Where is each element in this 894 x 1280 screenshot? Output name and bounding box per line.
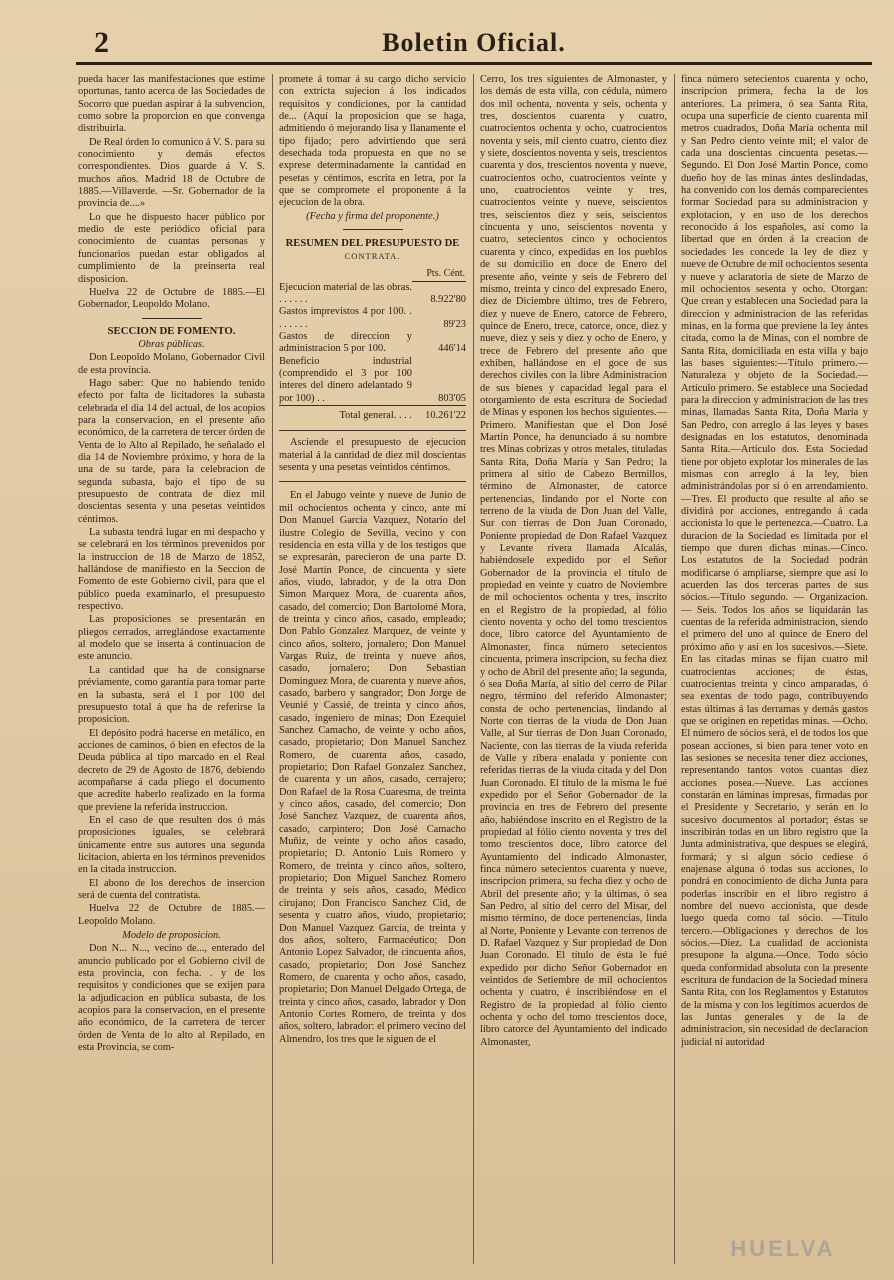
page-number: 2 bbox=[94, 26, 109, 59]
paragraph: finca número setecientos cuarenta y ocho, inscripcion primera, fecha la de los anteriores. La primera, ó sea Santa Rita, ocupa una superficie de ciento cuarenta mil metros cuadrados, Doña María ochenta mil y San Pedro ciento veinte mil; el valor de cada una doscientas cincuenta pesetas.—Segundo. El Don José Martin Ponce, como dueño hoy de las minas ántes deslindadas, ha convenido con los demás comparecientes formar Sociedad para su administracion y explotacion, y en uso de los derechos reconocido á los españoles, así como la libertad que en órden á la creacion de sociedades les concede la ley de diez y nueve de Octubre de mil ochocientos sesenta y nueve y aclaratoria de siete de Marzo de mil ochocientos sesenta y ocho. Otorgan: Que crean y establecen una Sociedad para la direccion y administracion de las referidas minas, en la forma que previene la ley ántes citada, como la de Minas, con el nombre de Santa Rita, domiciliada en esta villa y bajo las bases siguientes:—Título primero.—Naturaleza y objeto de la Sociedad.—Artículo primero. Se establece una Sociedad para la direccion y administracion de las tres minas, llamadas Santa Rita, Doña María y San Pedro, con arreglo á las leyes y bases designadas en los estatutos, denominada Santa Rita.—Artículo dos. Esta Sociedad tiene por objeto explotar los minerales de las mismas con arreglo á la ley, bien administrándolas por sí ó en arrendamiento. —Tres. El producto que resulte al año se dividirá por acciones, entregando á cada accionista lo que le pertenezca.—Cuatro. La duracion de la Sociedad es limitada por el tiempo que duren dichas minas.—Cinco. Los estatutos de la Sociedad podrán modificarse ó ampliarse, siempre que así lo acuerden las dos terceras partes de sus sócios.—Título segundo. — Organizacion. — Seis. Todos los años se liquidarán las cuentas de la referida administracion, siendo el primero del uno al quince de Enero del próximo año y así en los sucesivos.—Siete. En las citadas minas se fijan cuatro mil cuatrocientas acciones; de éstas, cuatrocientas treinta y cinco amparadas, ó sea exentas de todo pago, contribuyendo estas últimas á las derramas y demás gastos que se originen en repetidas minas. —Ocho. El número de sócios será, el de todos los que posean acciones, si bien para tener voto en las sesiones se necesita tener diez acciones, representando tantos votos cuantas diez acciones posea.—Nueve. Las acciones constarán en láminas impresas, firmadas por el Presidente y Secretario, y serán en lo sucesivo documentos al portador; éstas se inscribirán todas en un libro registro que la Junta administrativa, que despues se elegirá, formará; y si algun sócio cediese ó enajenase alguna ó todas sus acciones, lo pondrá en conocimiento de dicha Junta para poderlas inscribir en el libro registro á nombre del nuevo accionista, que desde luego queda como tal sócio. —Título tercero.—Obligaciones y derechos de los sócios.—Diez. La cualidad de accionista presupone la alguna.—Once. Todo sócio queda conformidad absoluta con la presente escritura de fundacion de la Sociedad minera Santa Rita, con los Reglamentos y Estatutos de la misma y con los legítimos acuerdos de las Juntas generales y de la de administracion, sin necesidad de declaracion judicial ni autoridad bbox=[681, 74, 868, 1048]
paragraph: promete á tomar á su cargo dicho servicio con extricta sujecion á los indicados requisitos y condiciones, por la cantidad de... (Aquí la proposicion que se haga, admitiendo ó mejorando lisa y llanamente el tipo fijado; pero advirtiendo que será desechada toda propuesta en que no se exprese determinadamente la cantidad en pesetas y céntimos, escrita en letra, por la que se compromete el proponente á la ejecucion de la obra. bbox=[279, 74, 466, 209]
subheading: Obras públicas. bbox=[138, 338, 205, 350]
header-rule bbox=[76, 62, 872, 65]
paragraph: Don N... N..., vecino de..., enterado del anuncio publicado por el Gobierno civil de esta provincia, con fecha. . y de los requisitos y condiciones que se exijen para la adjudicacion en pública subasta, de los acopios para la conservacion, en el presente año económico, de la carretera de tercer órden de Venta de lo alto al Repilado, en esta Provincia, se com- bbox=[78, 943, 265, 1054]
table-row bbox=[279, 406, 466, 423]
row-label: Gastos de direccion y administracion 5 por 100. bbox=[279, 331, 412, 355]
column-4 bbox=[681, 74, 868, 1264]
paragraph: Cerro, los tres siguientes de Almonaster, y los demás de esta villa, con cédula, número dos mil ochenta, noventa y seis, ochenta y tres, doscientos cuarenta y cuatro, cuatrocientos ochenta y ocho, cuatrocientos noventa y seis, mil ciento cuatro, ciento diez y siete, doscientos noventa y seis, trescientos cuarenta y dos, trescientos noventa y nueve, cuatrocientos ocho, cuatrocientos veinte y uno, cuatrocientos veinte y tres, cuatrocientos veinte y nueve, seiscientos tres, seiscientos diez y seis, seiscientos cincuenta y uno, seiscientos noventa y cuatro, setecientos cinco y ochocientos cuarenta y cinco, expedidas en los pueblos de su domicilio en doce de Enero del presente año, veinte y seis de Febrero del mismo, treinta y cinco del expresado Enero, diez de Diciembre último, tres de Febrero, diez y nueve de Enero, catorce de Febrero, quince de Enero, trece, catorce, once, diez y nueve, diez y seis y diez y ocho de Enero, y trece de Febrero del presente año que exhiben, hallándose en el goce de sus derechos civiles con la libre Administracion de sus bienes y capacidad legal para el otorgamiento de esta escritura de Sociedad de Minas y esponen los hechos siguientes.—Primero. Manifiestan que el Don José Martin Ponce, ha denunciado á su nombre tres Minas cobrizas y otros metales, tituladas Santa Rita, Doña María y San Pedro; la primera al sitio de Cabezo Bermillos, término de Almonaster, de catorce pertenencias, lindando por el Norte con terreno de la viuda de Don Juan del Valle, Sur con tierras de Don Juan Coronado, Poniente propiedad de Don Rafael Vazquez y Levante rivera llamada Alcalás, habiéndosele expedido por el Señor Gobernador de la provincia el título de propiedad en veinte y cuatro de Noviembre de mil ochocientos ochenta y tres, inscrito en el Registro de la propiedad, al fólio ciento noventa y ocho del tomo trescientos doce, libro catorce del Ayuntamiento de Almonaster, finca número setecientos cincuenta, primera inscripcion, su fecha diez y ocho de Abril del presente año; la segunda, ó sea Doña María, al sitio del cerro de Pilar negro, término del referido Almonaster; consta de ocho pertenencias, lindando al Norte con tierras de la viuda de Don Juan Valle, al Sur tierras de Don Juan Coronado, Naciente, con las tierras de la viuda referida de Valle y ribera enalada y poniente con referidas tierras de la viuda citada y del Don Juan Coronado. El título de la misma le fué expedido por el Señor Gobernador de la provincia en tres de Febrero del presente año, habiéndose inscrito en el Registro de la propiedad al fólio ciento noventa y tres del tomo trescientos doce, libro catorce del Ayuntamiento del indicado Almonaster, finca número setecientos cuarenta y nueve, inscripcion primera, su fecha diez y ocho de Abril del presente año; y la últimas, ó sea San Pedro, al sitio del cerro del Misar, del mismo término, de doce pertenencias, linda al Norte, Poniente y Levante con terrenos de D. Rafael Vazquez y Sur propiedad de Don Juan Coronado. El título de ésta le fué expedido por dicho Señor Gobernador en veintidos de Setiembre de mil ochocientos ochenta y cuatro, é inscribiéndose en el Registro de la propiedad al fólio ciento ochenta y ocho del tomo trescientos doce, libro catorce del Ayuntamiento del indicado Almonaster, bbox=[480, 74, 667, 1048]
page-header bbox=[76, 18, 872, 66]
table-row bbox=[279, 267, 466, 282]
budget-title: RESUMEN DEL PRESUPUESTO DE bbox=[285, 238, 460, 250]
table-row bbox=[279, 356, 466, 406]
row-value: 8.922'80 bbox=[430, 294, 466, 305]
total-value: 10.261'22 bbox=[412, 406, 466, 423]
table-row bbox=[279, 282, 466, 307]
paragraph: Don Leopoldo Molano, Gobernador Civil de esta provincia. bbox=[78, 352, 265, 376]
section-rule bbox=[142, 318, 202, 319]
budget-summary bbox=[279, 430, 466, 482]
section-rule bbox=[343, 229, 403, 230]
column-1 bbox=[78, 74, 265, 1264]
paragraph: De Real órden lo comunico á V. S. para su conocimiento y demás efectos correspondientes. Dios guarde á V. S. muchos años. Madrid 18 de Octubre de 1885.—Villaverde. —Sr. Gobernador de la provincia de....» bbox=[78, 136, 265, 210]
paragraph: Huelva 22 de Octubre de 1885.—Leopoldo Molano. bbox=[78, 903, 265, 927]
paragraph: La subasta tendrá lugar en mi despacho y se celebrará en los términos prevenidos por la instruccion de 18 de Marzo de 1852, hallándose de manifiesto en la Seccion de Fomento de este Gobierno civil, para que el público pueda examinarlo, el presupuesto respectivo. bbox=[78, 527, 265, 613]
row-label: Beneficio industrial (comprendido el 3 por 100 interes del dinero adelantado 9 por 100) . . bbox=[279, 355, 412, 404]
total-label: Total general. . . . bbox=[279, 406, 412, 423]
row-value: 803'05 bbox=[438, 392, 466, 404]
budget-subtitle: CONTRATA. bbox=[344, 251, 401, 262]
text-columns bbox=[78, 74, 872, 1264]
paragraph: El depósito podrá hacerse en metálico, en acciones de caminos, ó bien en efectos de la Deuda pública al tipo marcado en el Real decreto de 29 de Agosto de 1876, debiendo acompañarse á cada pliego el documento que acredite haberlo realizado en la forma que previene la referida instruccion. bbox=[78, 727, 265, 813]
table-row bbox=[279, 331, 466, 356]
masthead-title: Boletin Oficial. bbox=[382, 28, 566, 57]
column-divider bbox=[674, 74, 675, 1264]
row-value: 446'14 bbox=[438, 343, 466, 355]
section-title: SECCION DE FOMENTO. bbox=[107, 324, 236, 337]
paragraph: La cantidad que ha de consignarse préviamente, como garantía para tomar parte en la subasta, será el 1 por 100 del presupuesto total á que ha de referirse la proposicion. bbox=[78, 664, 265, 726]
paragraph: En el Jabugo veinte y nueve de Junio de mil ochocientos ochenta y cinco, ante mí Don Manuel García Vazquez, Notario del ilustre Colegio de Sevilla, vecino y con residencia en esta villa y de los testigos que se expresarán, parecieron de una parte D. José Martin Ponce, de cincuenta y siete años, viudo, labrador, y de la otra Don Simon Marquez Mora, de cuarenta años, casado, del comercio; Don Bartolomé Mora, de treinta y cinco años, casado, empleado; Don Pablo Gonzalez Marquez, de veinte y cinco años, soltero, jornalero; Don Manuel Vargas Ruiz, de treinta y nueve años, casado, jornalero; Don Sebastian Dominguez Mora, de cuarenta y nueve años, casado, barbero y sangrador; Don Jorge de Veunié y Cassié, de treinta y cinco años, casado, ingeniero de minas; Don Ezequiel Sanchez Camacho, de veinte y ocho años, casado, propietario; Don Manuel Sanchez Romero, de cuarenta años, casado, propietario; Don Rafael Gonzalez Sanchez, de cuarenta y un años, casado, cerrajero; Don Rafael de la Rosa Cuaresma, de treinta y cinco años, casado, del comercio; Don José Sanchez Vazquez, de cuarenta años, casado, carpintero; Don José Camacho Muñiz, de veinte y ocho años casado, propietario; D. Antonio Luis Romero y Romero, de treinta y cinco años, soltero, propietario; Don Miguel Sanchez Romero de treinta y seis años, casado, Médico cirujano; Don Francisco Sanchez Cid, de sesenta y cuatro años, viudo, propietario; Don Manuel Vazquez García, de treinta y dos años, soltero, Farmacéutico; Don Antonio Lopez Salvador, de cincuenta años, casado, propietario; Don José Sanchez Romero, de cuarenta y ocho años, casado, propietario; Don Manuel Delgado Ortega, de treinta y cinco años, casado, labrador y Don Antonio Cortes Romero, de treinta y dos años, soltero, labrador: el primero vecino del Almendro, los tres que le siguen de el bbox=[279, 490, 466, 1045]
paragraph: El abono de los derechos de insercion será de cuenta del contratista. bbox=[78, 877, 265, 901]
budget-table bbox=[279, 267, 466, 423]
paragraph: Las proposiciones se presentarán en pliegos cerrados, arreglándose exactamente al modelo que se inserta á continuacion de este anuncio. bbox=[78, 614, 265, 663]
paragraph: Lo que he dispuesto hacer público por medio de este periódico oficial para conocimiento de cuantas personas y funcionarios puedan estar obligados al cumplimiento de la preinserta real disposicion. bbox=[78, 211, 265, 285]
paragraph: Huelva 22 de Octubre de 1885.—El Gobernador, Leopoldo Molano. bbox=[78, 286, 265, 311]
row-value: 89'23 bbox=[443, 318, 466, 330]
paragraph: pueda hacer las manifestaciones que estime oportunas, tanto acerca de las Sociedades de Socorro que puedan aspirar á la subvencion, como sobre la proporcion en que convenga distribuirla. bbox=[78, 74, 265, 135]
subheading: Modelo de proposicion. bbox=[122, 930, 221, 942]
row-label: Ejecucion material de las obras. . . . . . . bbox=[279, 281, 412, 305]
table-row bbox=[279, 306, 466, 331]
column-2 bbox=[279, 74, 466, 1264]
signature-caption: (Fecha y firma del proponente.) bbox=[306, 210, 439, 222]
paragraph: Asciende el presupuesto de ejecucion material á la cantidad de diez mil doscientas sesenta y una pesetas veintidos céntimos. bbox=[279, 437, 466, 474]
paragraph: En el caso de que resulten dos ó más proposiciones iguales, se celebrará únicamente entre sus autores una segunda licitacion, abierta en los términos prevenidos en la citada instruccion. bbox=[78, 814, 265, 876]
library-stamp-watermark: HUELVA bbox=[730, 1236, 836, 1261]
row-label: Gastos imprevistos 4 por 100. . . . . . . . bbox=[279, 306, 412, 330]
column-header: Pts. Cént. bbox=[412, 267, 466, 282]
column-3 bbox=[480, 74, 667, 1264]
column-divider bbox=[473, 74, 474, 1264]
paragraph: Hago saber: Que no habiendo tenido efecto por falta de licitadores la subasta celebrada el dia 14 del actual, de los acopios para la conservacion, en el presente año económico, de la carretera de tercer órden de Venta de lo Alto al Repilado, he señalado el dia 14 de Noviembre próximo, y hora de la una de su tarde, para la celebracion de segunda subasta, bajo el tipo de su presupuesto de contrata de diez mil doscientas sesenta y una pesetas veintidos céntimos. bbox=[78, 377, 265, 525]
column-divider bbox=[272, 74, 273, 1264]
